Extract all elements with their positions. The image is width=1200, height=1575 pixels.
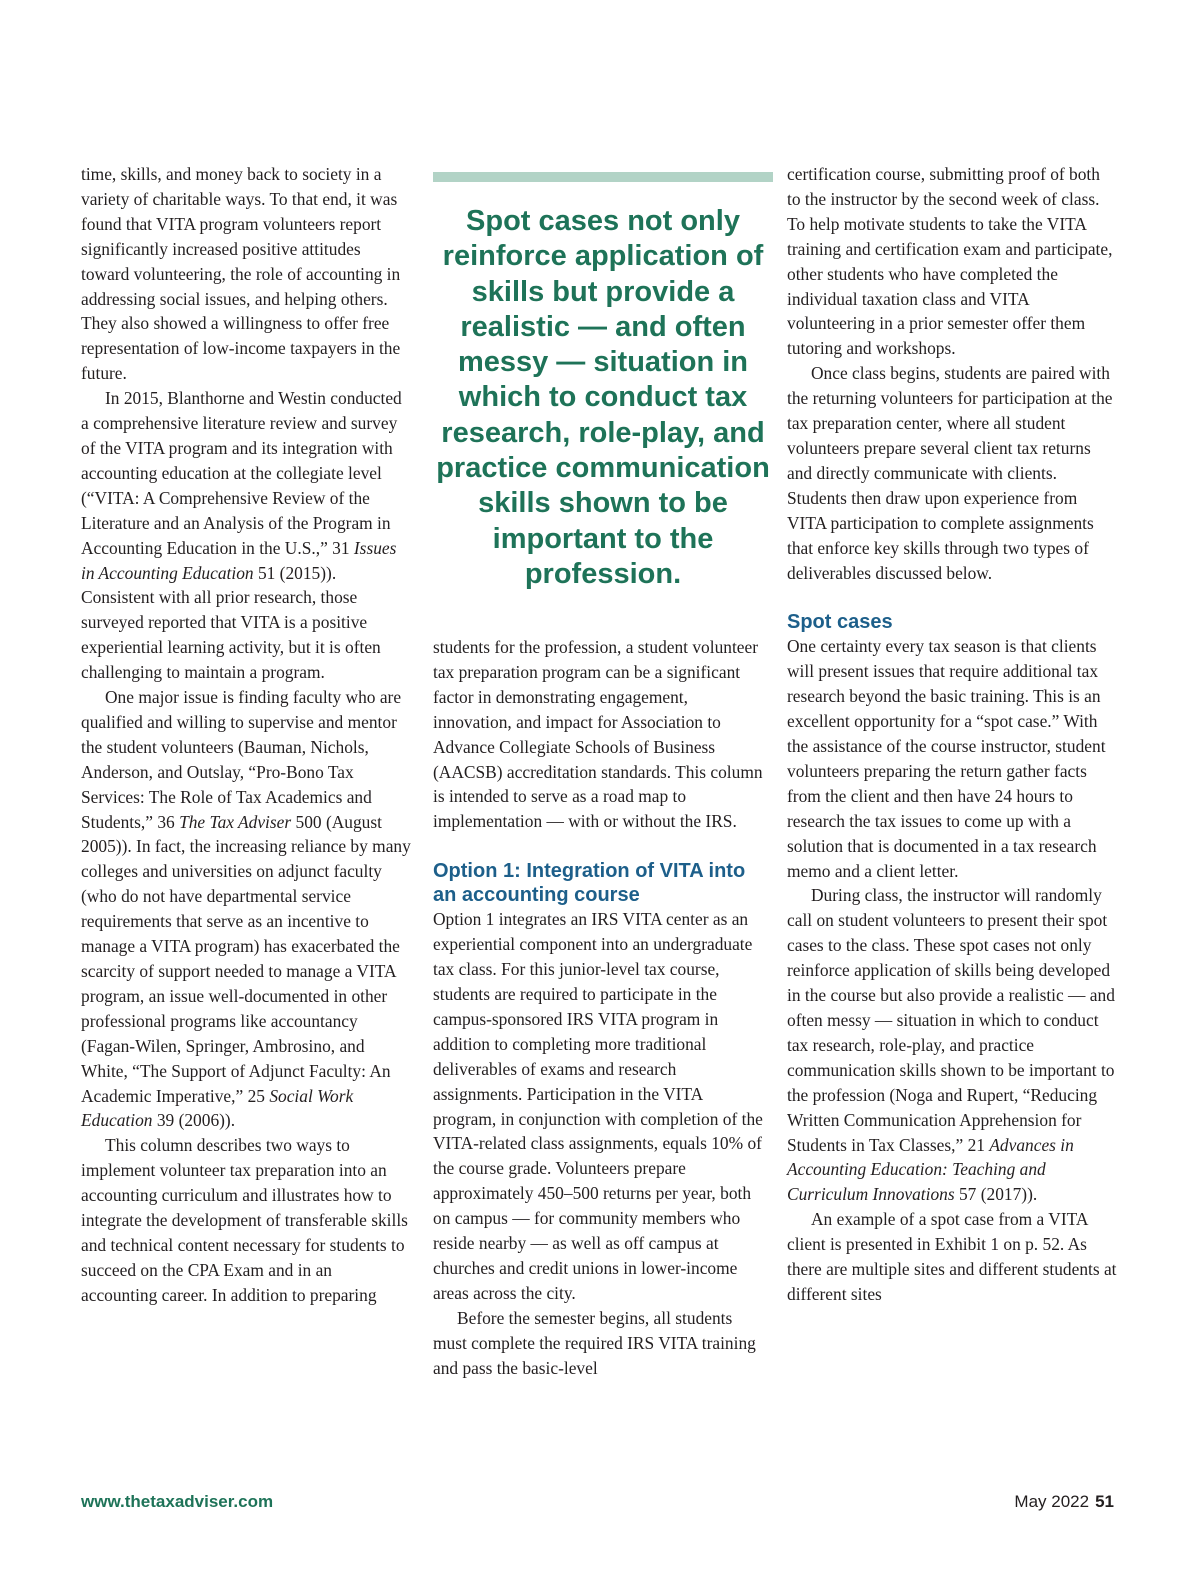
issue-date: May 2022 — [1014, 1492, 1090, 1511]
paragraph: During class, the instructor will randomly call on student volunteers to present their spot cases to the class. These spot cases not only reinforce application of skills being developed in the course but also provide a realistic — and often messy — situation in which to conduct tax research, role-play, and practice communication skills shown to be important to the profession (Noga and Rupert, “Reducing Written Communication Apprehension for Students in Tax Classes,” 21 Advances in Accounting Education: Teaching and Curriculum Innovations 57 (2017)). — [787, 885, 1115, 1205]
column-2 — [433, 635, 763, 1380]
paragraph: Once class begins, students are paired with the returning volunteers for participation at the tax preparation center, where all student volunteers prepare several client tax returns and directly communicate with clients. Students then draw upon experience from VITA participation to complete assignments that enforce key skills through two types of deliverables discussed below. — [787, 363, 1113, 583]
journal-title: Advances in Accounting Education: Teaching and Curriculum Innovations — [787, 1134, 1074, 1205]
paragraph: In 2015, Blanthorne and Westin conducted a comprehensive literature review and survey of the VITA program and its integration with accounting education at the collegiate level (“VITA: A Comprehensive Review of the Literature and an Analysis of the Program in Accounting Education in the U.S.,” 31 Issues in Accounting Education 51 (2015)). Consistent with all prior research, those surveyed reported that VITA is a positive experiential learning activity, but it is often challenging to maintain a program. — [81, 388, 402, 683]
paragraph: Before the semester begins, all students must complete the required IRS VITA training and pass the basic-level — [433, 1307, 756, 1378]
section-heading: Spot cases — [787, 611, 893, 634]
journal-title: Social Work Education — [81, 1085, 354, 1131]
paragraph: Option 1 integrates an IRS VITA center as an experiential component into an undergraduate tax class. For this junior-level tax course, students are required to participate in the campus-sponsored IRS VITA program in addition to completing more traditional deliverables of exams and research assignments. Participation in the VITA program, in conjunction with completion of the VITA-related class assignments, equals 10% of the course grade. Volunteers prepare approximately 450–500 returns per year, both on campus — for community members who reside nearby — as well as off campus at churches and credit unions in lower-income areas across the city. — [433, 909, 763, 1303]
page-number: 51 — [1095, 1492, 1114, 1511]
page-footer — [1014, 1492, 1114, 1512]
pull-quote-text: Spot cases not only reinforce application of skills but provide a realistic — and often messy — situation in which to conduct tax research, role-play, and practice communication skills shown to be important to the profession. — [436, 205, 770, 590]
paragraph: This column describes two ways to implement volunteer tax preparation into an accounting curriculum and illustrates how to integrate the development of transferable skills and technical content necessary for students to succeed on the CPA Exam and in an accounting career. In addition to preparing — [81, 1135, 408, 1305]
paragraph: One certainty every tax season is that clients will present issues that require additional tax research beyond the basic training. This is an excellent opportunity for a “spot case.” With the assistance of the course instructor, student volunteers preparing the return gather facts from the client and then have 24 hours to research the tax issues to come up with a solution that is documented in a tax research memo and a client letter. — [787, 636, 1106, 881]
section-heading: Option 1: Integration of VITA into an accounting course — [433, 860, 746, 907]
paragraph: time, skills, and money back to society in a variety of charitable ways. To that end, it was found that VITA program volunteers report significantly increased positive attitudes toward volunteering, the role of accounting in addressing social issues, and helping others. They also showed a willingness to offer free representation of low-income taxpayers in the future. — [81, 164, 401, 384]
pull-quote — [433, 172, 773, 592]
paragraph: students for the profession, a student volunteer tax preparation program can be a significant factor in demonstrating engagement, innovation, and impact for Association to Advance Collegiate Schools of Business (AACSB) accreditation standards. This column is intended to serve as a road map to implementation — with or without the IRS. — [433, 637, 763, 832]
website-link[interactable]: www.thetaxadviser.com — [81, 1492, 274, 1511]
pull-quote-bar — [433, 172, 773, 182]
paragraph: certification course, submitting proof of both to the instructor by the second week of class. To help motivate students to take the VITA training and certification exam and participate, other students who have completed the individual taxation class and VITA volunteering in a prior semester offer them tutoring and workshops. — [787, 164, 1113, 359]
column-3 — [787, 162, 1117, 1307]
paragraph: An example of a spot case from a VITA client is presented in Exhibit 1 on p. 52. As there are multiple sites and different students at different sites — [787, 1209, 1117, 1304]
paragraph: One major issue is finding faculty who are qualified and willing to supervise and mentor the student volunteers (Bauman, Nichols, Anderson, and Outslay, “Pro-Bono Tax Services: The Role of Tax Academics and Students,” 36 The Tax Adviser 500 (August 2005)). In fact, the increasing reliance by many colleges and universities on adjunct faculty (who do not have departmental service requirements that serve as an incentive to manage a VITA program) has exacerbated the scarcity of support needed to manage a VITA program, an issue well-documented in other professional programs like accountancy (Fagan-Wilen, Springer, Ambrosino, and White, “The Support of Adjunct Faculty: An Academic Imperative,” 25 Social Work Education 39 (2006)). — [81, 687, 411, 1131]
journal-title: The Tax Adviser — [179, 811, 292, 832]
column-1 — [81, 162, 411, 1308]
journal-title: Issues in Accounting Education — [81, 537, 397, 583]
